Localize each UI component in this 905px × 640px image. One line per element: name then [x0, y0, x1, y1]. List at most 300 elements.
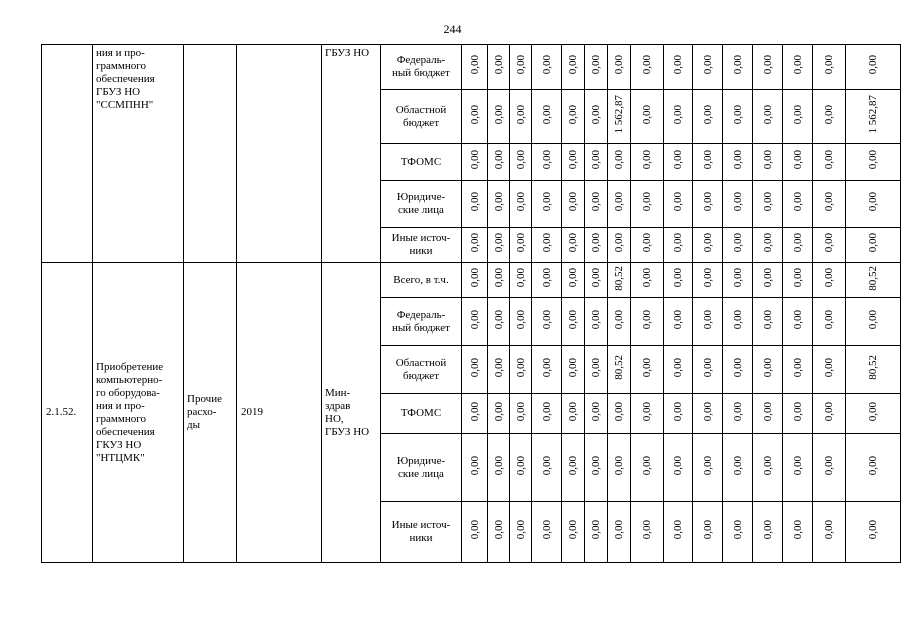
value-text: 0,00 [567, 192, 579, 212]
value-text: 0,00 [731, 455, 744, 476]
value-text: 0,00 [701, 150, 714, 170]
value-text: 0,00 [731, 192, 744, 212]
value-text: 0,00 [731, 268, 744, 288]
value-text: 0,00 [672, 357, 684, 378]
item-code-cell [42, 45, 93, 263]
value-cell [608, 298, 631, 346]
value-text: 0,00 [590, 455, 602, 476]
value-cell [488, 346, 510, 394]
value-text: 0,00 [641, 268, 653, 288]
value-text: 0,00 [761, 104, 774, 125]
funding-source-cell: Иные источ- ники [381, 502, 462, 563]
value-cell [488, 263, 510, 298]
value-cell [585, 298, 608, 346]
value-text: 0,00 [761, 268, 774, 288]
value-text: 0,00 [613, 55, 625, 75]
value-text: 0,00 [761, 520, 774, 540]
funding-source-cell: Иные источ- ники [381, 228, 462, 263]
value-text: 0,00 [492, 357, 505, 378]
value-text: 0,00 [701, 520, 714, 540]
value-cell [562, 181, 585, 228]
value-text: 0,00 [761, 455, 774, 476]
value-cell [753, 298, 783, 346]
value-text: 80,52 [613, 265, 625, 291]
item-name-cell: Приобретение компьютерно- го оборудова- ния и про- граммного обеспечения ГКУЗ НО "НТЦМК" [93, 263, 184, 563]
value-text: 0,00 [540, 233, 553, 253]
value-cell [813, 502, 846, 563]
value-text: 0,00 [567, 55, 579, 75]
value-cell [846, 144, 901, 181]
value-text: 0,00 [672, 520, 684, 540]
value-text: 0,00 [672, 104, 684, 125]
value-cell [608, 263, 631, 298]
value-text: 0,00 [823, 233, 835, 253]
value-text: 0,00 [761, 233, 774, 253]
value-text: 0,00 [823, 520, 835, 540]
value-cell [532, 394, 562, 434]
value-cell [783, 502, 813, 563]
value-cell [813, 394, 846, 434]
value-cell [585, 228, 608, 263]
value-text: 0,00 [514, 309, 527, 330]
value-cell [562, 434, 585, 502]
value-text: 80,52 [613, 355, 625, 380]
value-cell [846, 90, 901, 144]
value-text: 0,00 [567, 401, 579, 422]
value-text: 0,00 [701, 55, 714, 75]
value-text: 0,00 [791, 309, 804, 330]
value-cell [693, 228, 723, 263]
value-cell [631, 228, 664, 263]
value-text: 0,00 [468, 192, 481, 212]
value-cell [608, 346, 631, 394]
value-text: 0,00 [492, 150, 505, 170]
value-cell [693, 298, 723, 346]
value-cell [783, 90, 813, 144]
value-cell [846, 228, 901, 263]
value-text: 0,00 [867, 233, 879, 253]
value-text: 0,00 [613, 401, 625, 422]
value-text: 0,00 [672, 401, 684, 422]
value-text: 0,00 [641, 192, 653, 212]
value-text: 0,00 [791, 401, 804, 422]
value-cell [562, 144, 585, 181]
value-cell [631, 394, 664, 434]
value-cell [693, 45, 723, 90]
value-cell [753, 181, 783, 228]
funding-source-cell: ТФОМС [381, 144, 462, 181]
value-cell [562, 263, 585, 298]
value-text: 0,00 [514, 357, 527, 378]
value-text: 0,00 [823, 401, 835, 422]
value-cell [753, 346, 783, 394]
value-cell [532, 181, 562, 228]
value-text: 0,00 [492, 192, 505, 212]
value-cell [462, 502, 488, 563]
value-cell [510, 228, 532, 263]
value-cell [510, 45, 532, 90]
value-cell [664, 144, 693, 181]
value-cell [608, 181, 631, 228]
value-cell [631, 298, 664, 346]
value-text: 0,00 [468, 55, 481, 75]
value-text: 0,00 [641, 309, 653, 330]
value-cell [462, 298, 488, 346]
value-text: 0,00 [672, 150, 684, 170]
value-cell [532, 144, 562, 181]
value-text: 0,00 [468, 150, 481, 170]
value-cell [664, 394, 693, 434]
value-cell [723, 394, 753, 434]
value-text: 0,00 [641, 55, 653, 75]
value-cell [783, 394, 813, 434]
value-cell [510, 181, 532, 228]
value-text: 0,00 [613, 233, 625, 253]
value-text: 0,00 [492, 520, 505, 540]
value-cell [510, 434, 532, 502]
value-cell [753, 502, 783, 563]
value-text: 0,00 [823, 309, 835, 330]
value-cell [562, 298, 585, 346]
value-cell [462, 263, 488, 298]
value-text: 0,00 [492, 401, 505, 422]
value-text: 0,00 [701, 233, 714, 253]
value-text: 0,00 [731, 55, 744, 75]
value-cell [462, 144, 488, 181]
value-cell [846, 434, 901, 502]
value-cell [585, 263, 608, 298]
value-text: 0,00 [590, 150, 602, 170]
value-cell [783, 181, 813, 228]
value-text: 0,00 [468, 401, 481, 422]
value-text: 0,00 [701, 401, 714, 422]
value-text: 1 562,87 [613, 95, 625, 134]
value-cell [532, 45, 562, 90]
value-cell [488, 502, 510, 563]
value-text: 0,00 [761, 150, 774, 170]
value-cell [846, 45, 901, 90]
value-text: 0,00 [590, 309, 602, 330]
value-text: 0,00 [791, 357, 804, 378]
value-text: 0,00 [761, 55, 774, 75]
value-text: 0,00 [641, 455, 653, 476]
value-cell [608, 394, 631, 434]
value-cell [693, 144, 723, 181]
value-text: 0,00 [468, 233, 481, 253]
value-cell [532, 298, 562, 346]
value-text: 0,00 [514, 55, 527, 75]
value-cell [631, 144, 664, 181]
value-text: 0,00 [567, 150, 579, 170]
value-cell [664, 298, 693, 346]
value-cell [664, 90, 693, 144]
value-text: 0,00 [613, 150, 625, 170]
value-text: 0,00 [731, 520, 744, 540]
value-cell [664, 45, 693, 90]
value-cell [608, 228, 631, 263]
value-cell [846, 502, 901, 563]
value-text: 0,00 [823, 150, 835, 170]
value-text: 0,00 [791, 104, 804, 125]
value-cell [693, 434, 723, 502]
value-text: 0,00 [514, 104, 527, 125]
page-number: 244 [443, 22, 462, 36]
value-text: 0,00 [567, 104, 579, 125]
value-text: 0,00 [590, 104, 602, 125]
value-text: 0,00 [731, 309, 744, 330]
value-text: 0,00 [823, 55, 835, 75]
value-cell [562, 346, 585, 394]
value-cell [783, 144, 813, 181]
value-cell [723, 263, 753, 298]
value-cell [631, 502, 664, 563]
value-text: 0,00 [701, 104, 714, 125]
value-text: 0,00 [641, 401, 653, 422]
value-cell [753, 434, 783, 502]
value-cell [532, 90, 562, 144]
value-text: 0,00 [590, 401, 602, 422]
value-cell [488, 144, 510, 181]
value-cell [462, 228, 488, 263]
value-cell [462, 181, 488, 228]
value-cell [532, 228, 562, 263]
value-text: 0,00 [492, 104, 505, 125]
value-cell [585, 181, 608, 228]
table-row [42, 263, 901, 298]
value-text: 0,00 [540, 357, 553, 378]
value-text: 0,00 [514, 520, 527, 540]
value-cell [532, 434, 562, 502]
value-text: 0,00 [567, 357, 579, 378]
funding-source-cell: Юридиче- ские лица [381, 181, 462, 228]
funding-source-cell: Юридиче- ские лица [381, 434, 462, 502]
value-text: 0,00 [540, 55, 553, 75]
value-cell [753, 228, 783, 263]
value-text: 0,00 [590, 55, 602, 75]
value-text: 0,00 [492, 455, 505, 476]
value-text: 0,00 [540, 309, 553, 330]
value-cell [631, 90, 664, 144]
value-text: 0,00 [540, 268, 553, 288]
value-cell [562, 45, 585, 90]
value-text: 0,00 [613, 309, 625, 330]
value-text: 0,00 [641, 520, 653, 540]
value-text: 0,00 [468, 309, 481, 330]
direction-cell: Прочие расхо- ды [184, 263, 237, 563]
value-text: 0,00 [590, 192, 602, 212]
value-cell [783, 45, 813, 90]
value-text: 0,00 [672, 268, 684, 288]
value-cell [753, 263, 783, 298]
value-cell [723, 144, 753, 181]
value-cell [562, 228, 585, 263]
value-cell [510, 502, 532, 563]
value-text: 0,00 [672, 192, 684, 212]
value-cell [585, 45, 608, 90]
funding-source-cell: Федераль- ный бюджет [381, 45, 462, 90]
value-text: 0,00 [514, 192, 527, 212]
executor-cell: Мин- здрав НО, ГБУЗ НО [322, 263, 381, 563]
value-cell [462, 45, 488, 90]
value-text: 0,00 [567, 233, 579, 253]
value-cell [462, 346, 488, 394]
value-text: 0,00 [867, 455, 879, 476]
value-cell [813, 346, 846, 394]
value-cell [813, 181, 846, 228]
value-text: 0,00 [540, 520, 553, 540]
value-text: 0,00 [514, 455, 527, 476]
value-cell [813, 263, 846, 298]
value-text: 0,00 [867, 520, 879, 540]
value-cell [585, 434, 608, 502]
value-cell [488, 228, 510, 263]
value-text: 0,00 [540, 150, 553, 170]
value-cell [562, 394, 585, 434]
value-text: 0,00 [791, 455, 804, 476]
value-text: 0,00 [492, 268, 505, 288]
value-text: 0,00 [590, 233, 602, 253]
value-text: 0,00 [492, 309, 505, 330]
value-cell [813, 298, 846, 346]
value-text: 0,00 [791, 520, 804, 540]
value-cell [585, 502, 608, 563]
value-text: 0,00 [613, 520, 625, 540]
value-cell [631, 181, 664, 228]
value-text: 0,00 [468, 357, 481, 378]
value-text: 1 562,87 [867, 95, 879, 134]
value-text: 0,00 [791, 233, 804, 253]
value-cell [462, 434, 488, 502]
value-cell [723, 181, 753, 228]
value-text: 0,00 [867, 150, 879, 170]
value-cell [510, 394, 532, 434]
value-cell [813, 144, 846, 181]
value-text: 0,00 [823, 268, 835, 288]
value-cell [846, 298, 901, 346]
value-text: 0,00 [867, 309, 879, 330]
value-cell [783, 346, 813, 394]
value-text: 0,00 [701, 268, 714, 288]
value-cell [510, 298, 532, 346]
value-cell [693, 346, 723, 394]
direction-cell [184, 45, 237, 263]
value-cell [510, 263, 532, 298]
value-cell [532, 346, 562, 394]
value-cell [585, 394, 608, 434]
value-text: 0,00 [791, 150, 804, 170]
item-name-cell: ния и про- граммного обеспечения ГБУЗ НО "ССМПНН" [93, 45, 184, 263]
value-text: 0,00 [672, 55, 684, 75]
value-text: 0,00 [791, 55, 804, 75]
value-cell [631, 346, 664, 394]
value-cell [783, 434, 813, 502]
funding-source-cell: Всего, в т.ч. [381, 263, 462, 298]
value-text: 0,00 [514, 401, 527, 422]
value-cell [664, 228, 693, 263]
year-cell: 2019 [237, 263, 322, 563]
value-text: 0,00 [641, 357, 653, 378]
value-cell [532, 502, 562, 563]
value-cell [846, 263, 901, 298]
value-cell [783, 298, 813, 346]
value-text: 0,00 [613, 192, 625, 212]
value-cell [723, 298, 753, 346]
value-cell [753, 45, 783, 90]
value-cell [846, 346, 901, 394]
value-text: 0,00 [641, 150, 653, 170]
value-cell [664, 502, 693, 563]
value-cell [488, 90, 510, 144]
value-text: 0,00 [731, 401, 744, 422]
value-text: 0,00 [567, 455, 579, 476]
value-text: 0,00 [540, 455, 553, 476]
value-cell [608, 434, 631, 502]
value-cell [510, 90, 532, 144]
value-cell [510, 346, 532, 394]
value-text: 0,00 [867, 192, 879, 212]
value-text: 0,00 [567, 309, 579, 330]
value-text: 0,00 [791, 192, 804, 212]
value-text: 0,00 [701, 309, 714, 330]
value-cell [585, 90, 608, 144]
value-text: 0,00 [867, 401, 879, 422]
value-text: 0,00 [492, 55, 505, 75]
value-cell [813, 45, 846, 90]
value-cell [585, 346, 608, 394]
value-text: 0,00 [613, 455, 625, 476]
value-text: 0,00 [701, 455, 714, 476]
value-text: 0,00 [823, 192, 835, 212]
table-row [42, 45, 901, 90]
value-cell [488, 394, 510, 434]
budget-table [41, 44, 901, 563]
value-text: 0,00 [672, 233, 684, 253]
value-text: 0,00 [468, 455, 481, 476]
value-cell [753, 90, 783, 144]
funding-source-cell: Областной бюджет [381, 346, 462, 394]
value-cell [488, 45, 510, 90]
value-cell [562, 502, 585, 563]
value-text: 0,00 [672, 455, 684, 476]
value-cell [532, 263, 562, 298]
value-cell [846, 394, 901, 434]
value-text: 0,00 [540, 192, 553, 212]
value-text: 80,52 [867, 265, 879, 291]
value-text: 0,00 [731, 104, 744, 125]
value-text: 0,00 [761, 401, 774, 422]
executor-cell: ГБУЗ НО [322, 45, 381, 263]
value-text: 0,00 [590, 268, 602, 288]
value-text: 0,00 [791, 268, 804, 288]
value-cell [813, 228, 846, 263]
value-text: 0,00 [468, 104, 481, 125]
value-cell [631, 434, 664, 502]
value-text: 0,00 [823, 104, 835, 125]
value-cell [723, 346, 753, 394]
value-cell [693, 263, 723, 298]
value-text: 0,00 [731, 150, 744, 170]
value-cell [723, 434, 753, 502]
value-cell [631, 263, 664, 298]
value-cell [608, 502, 631, 563]
value-cell [608, 45, 631, 90]
value-text: 0,00 [492, 233, 505, 253]
value-cell [753, 394, 783, 434]
value-text: 0,00 [514, 150, 527, 170]
value-text: 0,00 [514, 233, 527, 253]
value-cell [783, 263, 813, 298]
value-cell [783, 228, 813, 263]
